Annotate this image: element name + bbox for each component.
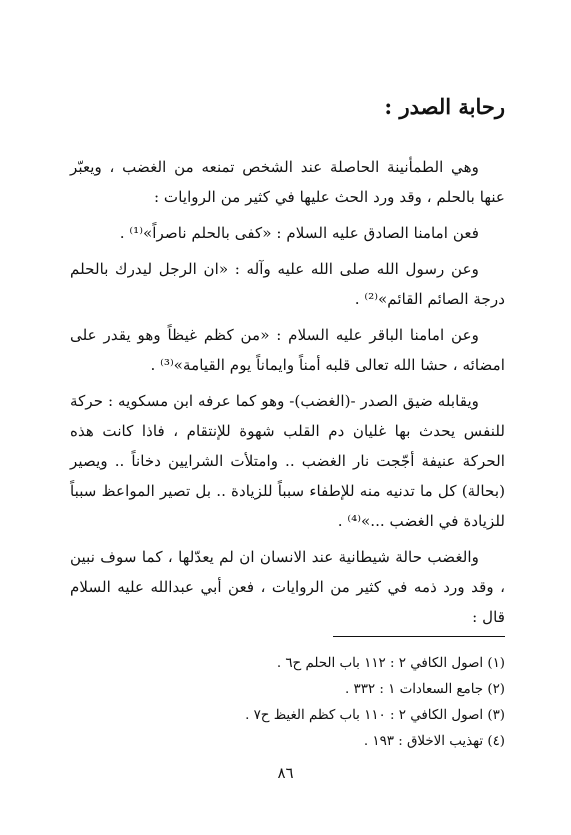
paragraph-anger-definition: ويقابله ضيق الصدر -(الغضب)- وهو كما عرفه ابن مسكويه : حركة للنفس يحدث بها غليان دم القلب شهوة للإنتقام ، فاذا كانت هذه الحركة عنيفة أجّجت نار الغضب .. وامتلأت الشرايين دخاناً .. ويصير (بحالة) كل ما تدنيه منه للإطفاء سبباً للزيادة .. بل تصير المواعظ سبباً للزيادة في الغضب ...»⁽⁴⁾ .	[70, 392, 505, 530]
footnote-3: (٣) اصول الكافي ٢ : ١١٠ باب كظم الغيظ ح٧ .	[245, 708, 505, 723]
footnote-2: (٢) جامع السعادات ١ : ٣٣٢ .	[345, 682, 505, 697]
paragraph-hadith-baqir: وعن امامنا الباقر عليه السلام : «من كظم غيظاً وهو يقدر على امضائه ، حشا الله تعالى قلبه أمناً وايماناً يوم القيامة»⁽³⁾ .	[70, 326, 505, 374]
paragraph-anger-blame: والغضب حالة شيطانية عند الانسان ان لم يعدّلها ، كما سوف نبين ، وقد ورد ذمه في كثير من الروايات ، فعن أبي عبدالله عليه السلام قال :	[70, 548, 505, 626]
paragraph-hadith-sadiq: فعن امامنا الصادق عليه السلام : «كفى بالحلم ناصراً»⁽¹⁾ .	[119, 224, 479, 242]
main-text	[70, 152, 505, 638]
footnote-4: (٤) تهذيب الاخلاق : ١٩٣ .	[363, 734, 505, 749]
footnote-separator	[333, 636, 505, 637]
footnote-1: (١) اصول الكافي ٢ : ١١٢ باب الحلم ح٦ .	[276, 656, 505, 671]
page-number: ٨٦	[277, 764, 294, 782]
paragraph-definition: وهي الطمأنينة الحاصلة عند الشخص تمنعه من الغضب ، ويعبّر عنها بالحلم ، وقد ورد الحث عليها في كثير من الروايات :	[70, 158, 505, 206]
paragraph-hadith-prophet: وعن رسول الله صلى الله عليه وآله : «ان الرجل ليدرك بالحلم درجة الصائم القائم»⁽²⁾ .	[70, 260, 505, 308]
footnotes	[70, 651, 505, 755]
section-heading: رحابة الصدر :	[384, 94, 505, 119]
